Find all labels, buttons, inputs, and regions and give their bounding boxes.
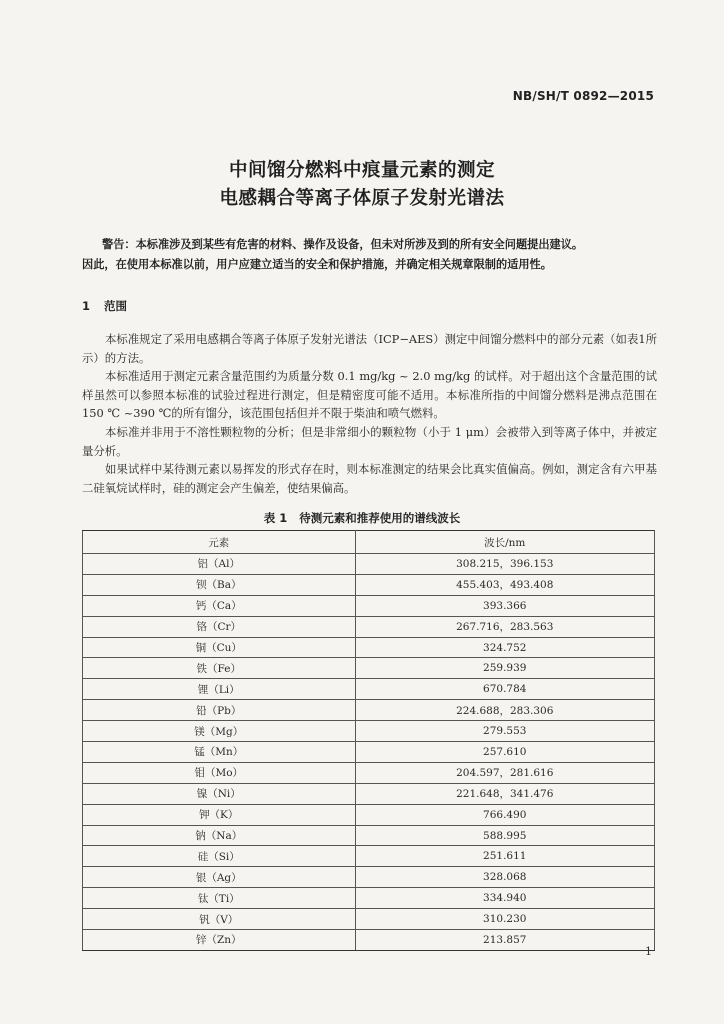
element-cell: 铝（Al） [83, 554, 356, 575]
wavelength-cell: 670.784 [355, 679, 655, 700]
element-cell: 铁（Fe） [83, 658, 356, 679]
table-row [83, 867, 655, 888]
scope-paragraph: 本标准规定了采用电感耦合等离子体原子发射光谱法（ICP−AES）测定中间馏分燃料中的部分元素（如表1所示）的方法。 [82, 332, 657, 365]
scope-body [82, 330, 657, 497]
element-cell: 钡（Ba） [83, 574, 356, 595]
table-title: 待测元素和推荐使用的谱线波长 [299, 511, 461, 525]
scope-paragraph: 本标准适用于测定元素含量范围约为质量分数 0.1 mg/kg ~ 2.0 mg/kg 的试样。对于超出这个含量范围的试样虽然可以参照本标准的试验过程进行测定，但是精密度可能不适用。本标准所指的中间馏分燃料是沸点范围在 150 ℃ ~390 ℃的所有馏分，该范围包括但并不限于柴油和喷气燃料。 [82, 369, 657, 421]
table-row [83, 554, 655, 575]
wavelength-cell: 308.215，396.153 [355, 554, 655, 575]
table-row [83, 762, 655, 783]
column-header-element: 元素 [83, 531, 356, 554]
table-row [83, 846, 655, 867]
wavelength-cell: 766.490 [355, 804, 655, 825]
table-row [83, 700, 655, 721]
element-cell: 银（Ag） [83, 867, 356, 888]
scope-paragraph: 本标准并非用于不溶性颗粒物的分析；但是非常细小的颗粒物（小于 1 μm）会被带入到等离子体中，并被定量分析。 [82, 424, 657, 458]
wavelength-cell: 324.752 [355, 637, 655, 658]
element-cell: 锂（Li） [83, 679, 356, 700]
wavelength-cell: 328.068 [355, 867, 655, 888]
table-row [83, 658, 655, 679]
document-title-line2: 电感耦合等离子体原子发射光谱法 [219, 188, 505, 209]
table-row [83, 825, 655, 846]
element-cell: 铬（Cr） [83, 616, 356, 637]
document-title-line1: 中间馏分燃料中痕量元素的测定 [228, 160, 495, 181]
element-cell: 钾（K） [83, 804, 356, 825]
standard-code: NB/SH/T 0892—2015 [512, 89, 654, 103]
element-cell: 钼（Mo） [83, 762, 356, 783]
wavelength-cell: 279.553 [355, 721, 655, 742]
page-number: 1 [645, 945, 652, 958]
table-row [83, 574, 655, 595]
table-row [83, 721, 655, 742]
section-number: 1 [82, 299, 91, 313]
table-row [83, 616, 655, 637]
warning-line2: 因此，在使用本标准以前，用户应建立适当的安全和保护措施，并确定相关规章限制的适用性。 [82, 258, 552, 271]
wavelength-cell: 221.648，341.476 [355, 783, 655, 804]
warning-line1: 警告：本标准涉及到某些有危害的材料、操作及设备，但未对所涉及到的所有安全问题提出建议。 [102, 238, 584, 251]
table-row [83, 804, 655, 825]
wavelength-cell: 455.403，493.408 [355, 574, 655, 595]
column-header-wavelength: 波长/nm [355, 531, 655, 554]
element-cell: 钛（Ti） [83, 888, 356, 909]
element-cell: 钒（V） [83, 909, 356, 930]
section-heading [82, 298, 127, 314]
element-cell: 钠（Na） [83, 825, 356, 846]
element-cell: 钙（Ca） [83, 595, 356, 616]
table-row [83, 742, 655, 763]
wavelength-cell: 267.716，283.563 [355, 616, 655, 637]
wavelength-cell: 393.366 [355, 595, 655, 616]
element-cell: 铅（Pb） [83, 700, 356, 721]
wavelength-cell: 588.995 [355, 825, 655, 846]
element-cell: 锌（Zn） [83, 930, 356, 951]
table-caption [0, 510, 724, 526]
wavelength-cell: 257.610 [355, 742, 655, 763]
table-header-row [83, 531, 655, 554]
wavelength-cell: 334.940 [355, 888, 655, 909]
wavelength-cell: 224.688，283.306 [355, 700, 655, 721]
table-row [83, 930, 655, 951]
table-row [83, 888, 655, 909]
scope-paragraph: 如果试样中某待测元素以易挥发的形式存在时，则本标准测定的结果会比真实值偏高。例如，测定含有六甲基二硅氧烷试样时，硅的测定会产生偏差，使结果偏高。 [82, 462, 657, 495]
warning-notice [82, 235, 657, 275]
element-cell: 镁（Mg） [83, 721, 356, 742]
wavelength-cell: 259.939 [355, 658, 655, 679]
table-row [83, 595, 655, 616]
wavelength-cell: 213.857 [355, 930, 655, 951]
element-cell: 锰（Mn） [83, 742, 356, 763]
table-row [83, 679, 655, 700]
section-title: 范围 [104, 299, 128, 313]
table-row [83, 637, 655, 658]
element-cell: 硅（Si） [83, 846, 356, 867]
element-cell: 镍（Ni） [83, 783, 356, 804]
table-row [83, 783, 655, 804]
table-number: 表 1 [263, 511, 288, 525]
wavelength-cell: 310.230 [355, 909, 655, 930]
table-row [83, 909, 655, 930]
wavelength-cell: 204.597，281.616 [355, 762, 655, 783]
element-cell: 铜（Cu） [83, 637, 356, 658]
wavelength-cell: 251.611 [355, 846, 655, 867]
elements-table [82, 530, 655, 951]
